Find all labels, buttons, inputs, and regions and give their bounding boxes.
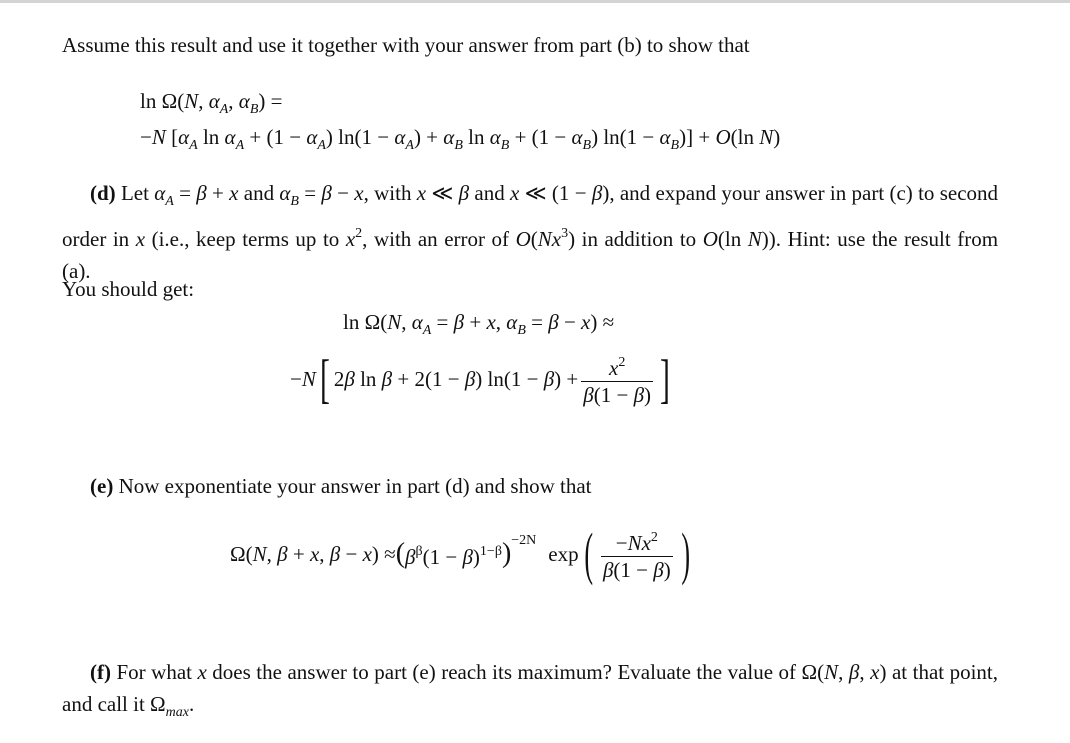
- text-segment: x: [608, 356, 619, 380]
- equation-d-prefix: [290, 363, 316, 395]
- text-segment: N: [151, 125, 166, 149]
- text-segment: and: [469, 181, 511, 205]
- text-segment: N: [252, 542, 267, 566]
- text-segment: −: [331, 181, 355, 205]
- text-segment: ,: [266, 542, 278, 566]
- text-segment: (d): [90, 181, 116, 205]
- equation-e-base: [405, 536, 502, 573]
- text-segment: (1 −: [422, 544, 463, 569]
- subscript: A: [317, 138, 326, 153]
- text-segment: x: [197, 660, 207, 684]
- text-segment: Now exponentiate your answer in part (d) and show that: [113, 474, 592, 498]
- fraction-numerator: [607, 350, 627, 381]
- subscript: B: [249, 102, 259, 117]
- text-segment: −: [558, 310, 582, 334]
- part-d-text: [62, 177, 998, 287]
- text-segment: ) ln(1 −: [475, 367, 544, 391]
- left-big-paren: (: [583, 521, 593, 586]
- superscript: −2N: [511, 533, 537, 548]
- text-segment: β: [405, 544, 416, 569]
- text-segment: β: [583, 383, 594, 407]
- text-segment: (ln: [717, 227, 748, 251]
- text-segment: β: [548, 310, 559, 334]
- text-segment: β: [196, 181, 207, 205]
- text-segment: 2: [333, 367, 345, 391]
- text-segment: ) ≈: [590, 310, 615, 334]
- text-segment: x: [362, 542, 372, 566]
- right-paren: ): [501, 538, 512, 569]
- text-segment: β: [453, 310, 465, 334]
- text-segment: =: [298, 181, 322, 205]
- text-segment: (: [530, 227, 538, 251]
- text-segment: For what: [110, 660, 198, 684]
- text-segment: ,: [859, 660, 871, 684]
- text-segment: β: [464, 367, 476, 391]
- text-segment: α: [208, 89, 220, 113]
- exp-fraction: [601, 525, 673, 583]
- text-segment: α: [489, 125, 501, 149]
- equation-ln-omega-rhs: [140, 121, 780, 162]
- text-segment: + (1 −: [244, 125, 307, 149]
- text-segment: α: [224, 125, 236, 149]
- text-segment: β: [653, 558, 664, 582]
- text-segment: ) at that point, and call it Ω: [62, 660, 999, 716]
- text-segment: α: [279, 181, 291, 205]
- text-segment: ,: [401, 310, 412, 334]
- text-segment: =: [173, 181, 197, 205]
- text-segment: ,: [319, 542, 330, 566]
- text-segment: (i.e., keep terms up to: [145, 227, 346, 251]
- text-segment: O: [715, 125, 731, 149]
- subscript: A: [219, 102, 229, 117]
- text-segment: α: [443, 125, 455, 149]
- text-segment: −: [290, 367, 302, 391]
- fraction-denominator: [581, 381, 653, 408]
- text-segment: O: [702, 227, 718, 251]
- text-segment: x: [229, 181, 239, 205]
- subscript: A: [422, 323, 432, 338]
- text-segment: (1 −: [613, 558, 654, 582]
- part-f-text: [62, 656, 998, 729]
- equation-e-lhs: [230, 538, 396, 570]
- exp-label: [548, 538, 578, 570]
- superscript: 2: [650, 530, 658, 545]
- subscript: B: [670, 138, 680, 153]
- text-segment: ,: [198, 89, 209, 113]
- text-segment: You should get:: [62, 277, 195, 301]
- text-segment: β: [591, 181, 603, 205]
- text-segment: β: [602, 558, 614, 582]
- text-segment: ): [644, 383, 652, 407]
- equation-e-power: [511, 525, 536, 562]
- text-segment: ln: [462, 125, 490, 149]
- text-segment: −: [615, 531, 628, 555]
- superscript: 1−β: [479, 543, 502, 559]
- text-segment: α: [571, 125, 583, 149]
- text-segment: N: [759, 125, 774, 149]
- subscript: max: [165, 705, 189, 720]
- text-segment: ln Ω(: [343, 310, 388, 334]
- text-segment: ln: [354, 367, 382, 391]
- text-segment: β: [344, 367, 355, 391]
- equation-d-lhs: [343, 306, 614, 347]
- text-segment: )). Hint: use the result from (a).: [62, 227, 999, 283]
- text-segment: Assume this result and use it together with your answer from part (b) to show that: [62, 33, 750, 57]
- subscript: B: [582, 138, 592, 153]
- right-big-paren: ): [681, 521, 690, 586]
- text-segment: =: [431, 310, 454, 334]
- text-segment: β: [321, 181, 332, 205]
- text-segment: ) +: [413, 125, 444, 149]
- left-paren: (: [395, 538, 406, 569]
- text-segment: ) in addition to: [568, 227, 703, 251]
- equation-d-inner: [334, 363, 578, 395]
- text-segment: x: [581, 310, 591, 334]
- text-segment: +: [206, 181, 230, 205]
- text-segment: ≪ (1 −: [519, 181, 592, 205]
- text-segment: exp: [548, 542, 579, 566]
- text-segment: N: [387, 310, 402, 334]
- text-segment: β: [329, 542, 341, 566]
- text-segment: β: [633, 383, 645, 407]
- text-segment: ), and expand your answer in part (c) to second order in: [62, 181, 999, 251]
- text-segment: Nx: [537, 227, 562, 251]
- you-should-get-label: [62, 273, 194, 305]
- text-segment: x: [510, 181, 520, 205]
- text-segment: β: [543, 367, 555, 391]
- equation-d-rhs: [290, 350, 674, 408]
- text-segment: ): [773, 125, 781, 149]
- subscript: B: [517, 323, 526, 338]
- subscript: A: [405, 138, 414, 153]
- right-bracket: ]: [660, 349, 670, 409]
- text-segment: +: [464, 310, 487, 334]
- text-segment: does the answer to part (e) reach its maximum? Evaluate the value of Ω(: [206, 660, 825, 684]
- exp-numerator: [614, 525, 660, 556]
- text-segment: α: [506, 310, 518, 334]
- top-divider: [0, 0, 1070, 3]
- text-segment: Ω(: [230, 542, 253, 566]
- superscript: β: [415, 543, 423, 559]
- text-segment: x: [345, 227, 356, 251]
- exp-denominator: [601, 556, 673, 583]
- text-segment: N: [824, 660, 839, 684]
- text-segment: +: [287, 542, 310, 566]
- subscript: B: [454, 138, 463, 153]
- text-segment: N: [184, 89, 199, 113]
- text-segment: α: [394, 125, 406, 149]
- intro-text: [62, 29, 750, 61]
- text-segment: x: [416, 181, 427, 205]
- left-bracket: [: [319, 349, 330, 409]
- text-segment: ): [663, 558, 671, 582]
- fraction: [581, 350, 653, 408]
- text-segment: (ln: [730, 125, 760, 149]
- text-segment: N: [301, 367, 316, 391]
- text-segment: .: [189, 692, 195, 716]
- superscript: 2: [618, 355, 626, 370]
- text-segment: =: [525, 310, 549, 334]
- subscript: A: [165, 194, 174, 209]
- text-segment: α: [178, 125, 190, 149]
- text-segment: α: [154, 181, 166, 205]
- superscript: 2: [355, 226, 363, 241]
- text-segment: (f): [90, 660, 111, 684]
- subscript: A: [235, 138, 245, 153]
- text-segment: β: [381, 367, 393, 391]
- text-segment: β: [458, 181, 470, 205]
- text-segment: x: [135, 227, 146, 251]
- text-segment: α: [306, 125, 318, 149]
- text-segment: ) ≈: [371, 542, 396, 566]
- text-segment: β: [848, 660, 860, 684]
- text-segment: −: [140, 125, 152, 149]
- text-segment: O: [515, 227, 531, 251]
- text-segment: [: [165, 125, 179, 149]
- text-segment: x: [309, 542, 320, 566]
- text-segment: ln Ω(: [140, 89, 185, 113]
- text-segment: α: [238, 89, 250, 113]
- text-segment: (1 −: [593, 383, 634, 407]
- text-segment: Nx: [627, 531, 651, 555]
- text-segment: , with: [363, 181, 417, 205]
- text-segment: ) =: [258, 89, 283, 113]
- text-segment: β: [462, 544, 473, 569]
- equation-ln-omega-lhs: [140, 85, 282, 126]
- text-segment: ) ln(1 −: [325, 125, 395, 149]
- text-segment: (e): [90, 474, 114, 498]
- subscript: A: [189, 138, 198, 153]
- text-segment: + 2(1 −: [392, 367, 465, 391]
- text-segment: ,: [228, 89, 239, 113]
- text-segment: x: [870, 660, 880, 684]
- text-segment: ln: [197, 125, 225, 149]
- text-segment: β: [277, 542, 288, 566]
- text-segment: ,: [495, 310, 507, 334]
- text-segment: , with an error of: [362, 227, 516, 251]
- text-segment: x: [354, 181, 364, 205]
- text-segment: α: [411, 310, 423, 334]
- text-segment: −: [340, 542, 363, 566]
- text-segment: Let: [115, 181, 155, 205]
- text-segment: N: [747, 227, 762, 251]
- subscript: B: [290, 194, 299, 209]
- superscript: 3: [561, 226, 569, 241]
- part-e-text: [90, 470, 592, 502]
- text-segment: )] +: [679, 125, 716, 149]
- text-segment: and: [238, 181, 280, 205]
- text-segment: ≪: [426, 181, 459, 205]
- text-segment: α: [659, 125, 671, 149]
- text-segment: + (1 −: [509, 125, 572, 149]
- text-segment: x: [486, 310, 496, 334]
- text-segment: ) +: [554, 367, 579, 391]
- text-segment: ) ln(1 −: [591, 125, 660, 149]
- equation-e: [230, 521, 695, 586]
- text-segment: ): [472, 544, 480, 569]
- subscript: B: [500, 138, 510, 153]
- text-segment: ,: [838, 660, 849, 684]
